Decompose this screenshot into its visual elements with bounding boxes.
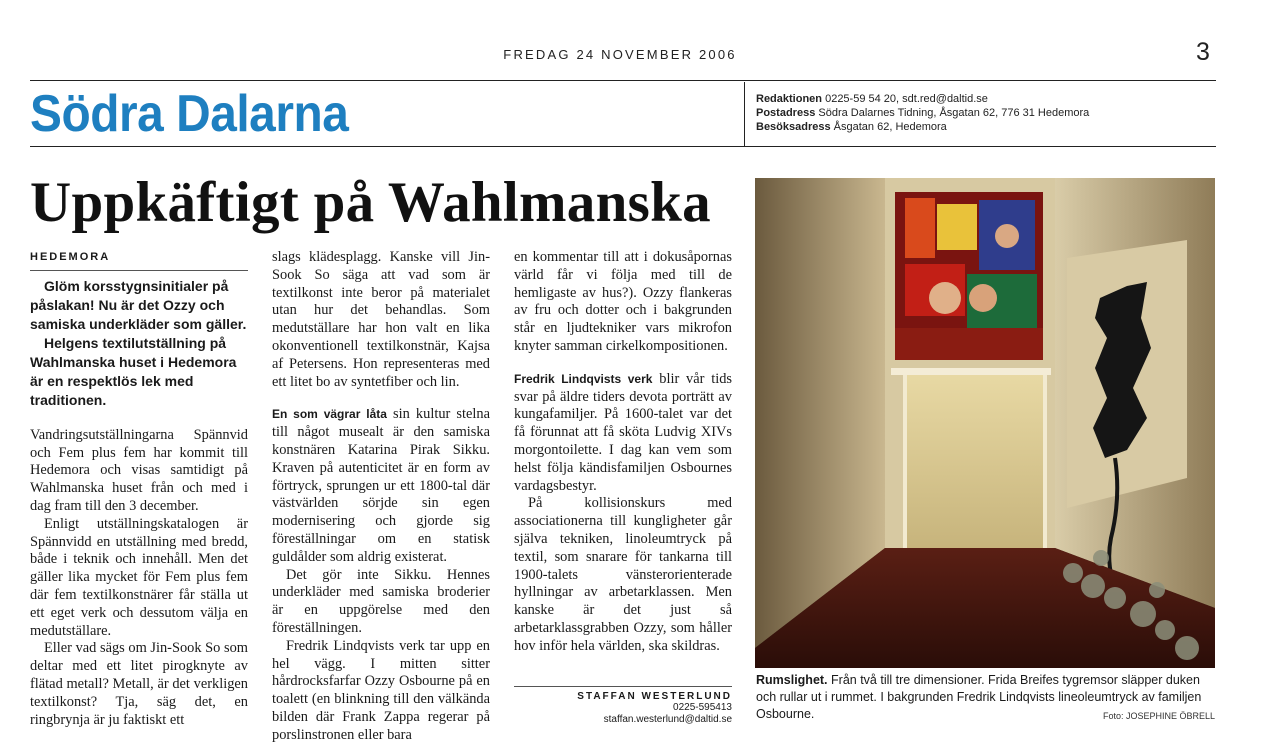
- body-paragraph: Det gör inte Sikku. Hennes underkläder med samiska broderier är en uppgörelse med den föreställningen.: [272, 566, 490, 636]
- caption-lead: Rumslighet.: [756, 673, 828, 687]
- dateline: FREDAG 24 NOVEMBER 2006: [503, 47, 737, 62]
- byline: [514, 686, 732, 726]
- run-in-heading: En som vägrar låta: [272, 407, 387, 422]
- run-in-heading: Fredrik Lindqvists verk: [514, 371, 653, 386]
- lead-paragraph: Helgens textilutställning på Wahlmanska huset i Hedemora är en respektlös lek med traditionen.: [30, 334, 237, 408]
- contact-line: Besöksadress Åsgatan 62, Hedemora: [756, 121, 947, 133]
- kicker: HEDEMORA: [30, 249, 248, 271]
- byline-email: staffan.westerlund@daltid.se: [603, 714, 732, 725]
- contact-line: Redaktionen 0225-59 54 20, sdt.red@daltid.se: [756, 93, 988, 105]
- article-column-2: [272, 249, 490, 745]
- article-column-3: [514, 249, 732, 656]
- page-number: 3: [1196, 38, 1210, 66]
- article-column-1: [30, 249, 248, 729]
- section-title: Södra Dalarna: [30, 85, 349, 143]
- lead-paragraph: Glöm korsstygnsinitialer på påslakan! Nu är det Ozzy och samiska underkläder som gäller.: [30, 277, 247, 332]
- article-headline: Uppkäftigt på Wahlmanska: [30, 171, 711, 234]
- photo-credit: Foto: JOSEPHINE ÖBRELL: [1102, 711, 1215, 721]
- masthead-divider: [744, 82, 745, 146]
- byline-name: STAFFAN WESTERLUND: [577, 691, 732, 702]
- body-paragraph: slags klädesplagg. Kanske vill Jin-Sook So säga att vad som är textilkonst inte beror på materialet utan hur det behandlas. Som medutställare har hon valt en lika okonventionell textilkonstnär, Kajsa af Petersens. Hon representeras med ett litet bo av syntetfiber och lin.: [272, 249, 490, 390]
- body-paragraph: Fredrik Lindqvists verk blir vår tids svar på äldre tiders devota porträtt av kungafamiljer. På 1600-talet var det få förunnat att få sköta Ludvig XIVs morgontoilette. I dag kan vem som helst följa kändisfamiljen Osbournes vardagsbestyr.: [514, 370, 732, 494]
- caption-text: Från två till tre dimensioner. Frida Breifes tygremsor släpper duken och rullar ut i rummet. I bakgrunden Fredrik Lindqvists lineoleumtryck av familjen Osbourne.: [756, 673, 1202, 721]
- body-paragraph: Eller vad sägs om Jin-Sook So som deltar med ett litet pirogknyte av flätad metall? Metall, är det verkligen textilkonst? Tja, säg det, en ringbrynja är ju faktiskt ett: [30, 640, 248, 728]
- masthead-bottom-rule: [30, 146, 1216, 147]
- body-paragraph: Fredrik Lindqvists verk tar upp en hel vägg. I mitten sitter hårdrocksfarfar Ozzy Osbourne på en toalett (en blinkning till den välkända bilden där Frank Zappa regerar på porslinstronen eller bara: [272, 637, 490, 743]
- body-paragraph: En som vägrar låta sin kultur stelna till något musealt är den samiska konstnären Katarina Pirak Sikku. Kraven på autenticitet är en form av förtryck, sprungen ur ett 1800-tal där västvärlden sörjde sin egen modernisering och gjorde sig föreställningar om en statisk guldålder som aldrig existerat.: [272, 406, 490, 565]
- top-rule: [30, 80, 1216, 81]
- contact-line: Postadress Södra Dalarnes Tidning, Åsgatan 62, 776 31 Hedemora: [756, 107, 1090, 119]
- body-paragraph: Vandringsutställningarna Spännvid och Fem plus fem har kommit till Hedemora och visas samtidigt på Wahlmanska huset från och med i dag fram till den 3 december.: [30, 426, 248, 514]
- byline-phone: 0225-595413: [673, 702, 732, 713]
- body-paragraph: På kollisionskurs med associationerna till kungligheter går själva tekniken, linoleumtryck på textil, som snarare för tankarna till 1900-talets vänsterorienterade hyllningar av arbetarklassen. Men kanske är det just så arbetarklassgrabben Ozzy, som håller hov inför hela världen, ska skildras.: [514, 495, 732, 654]
- gallery-photo: [755, 178, 1215, 668]
- body-paragraph: en kommentar till att i dokusåpornas värld får vi följa med till de hemligaste av hus?). Ozzy flankeras av fru och dotter och i bakgrunden står en ljudtekniker vars mikrofon knyter samman cirkelkompositionen.: [514, 249, 732, 354]
- contact-block: [756, 92, 1089, 134]
- body-paragraph: Enligt utställningskatalogen är Spännvidd en utställning med bredd, både i teknik och innehåll. Men det gäller lika mycket för Fem plus fem där fem textilkonstnärer får ställa ut ett eget verk och dessutom välja en medutställare.: [30, 515, 248, 639]
